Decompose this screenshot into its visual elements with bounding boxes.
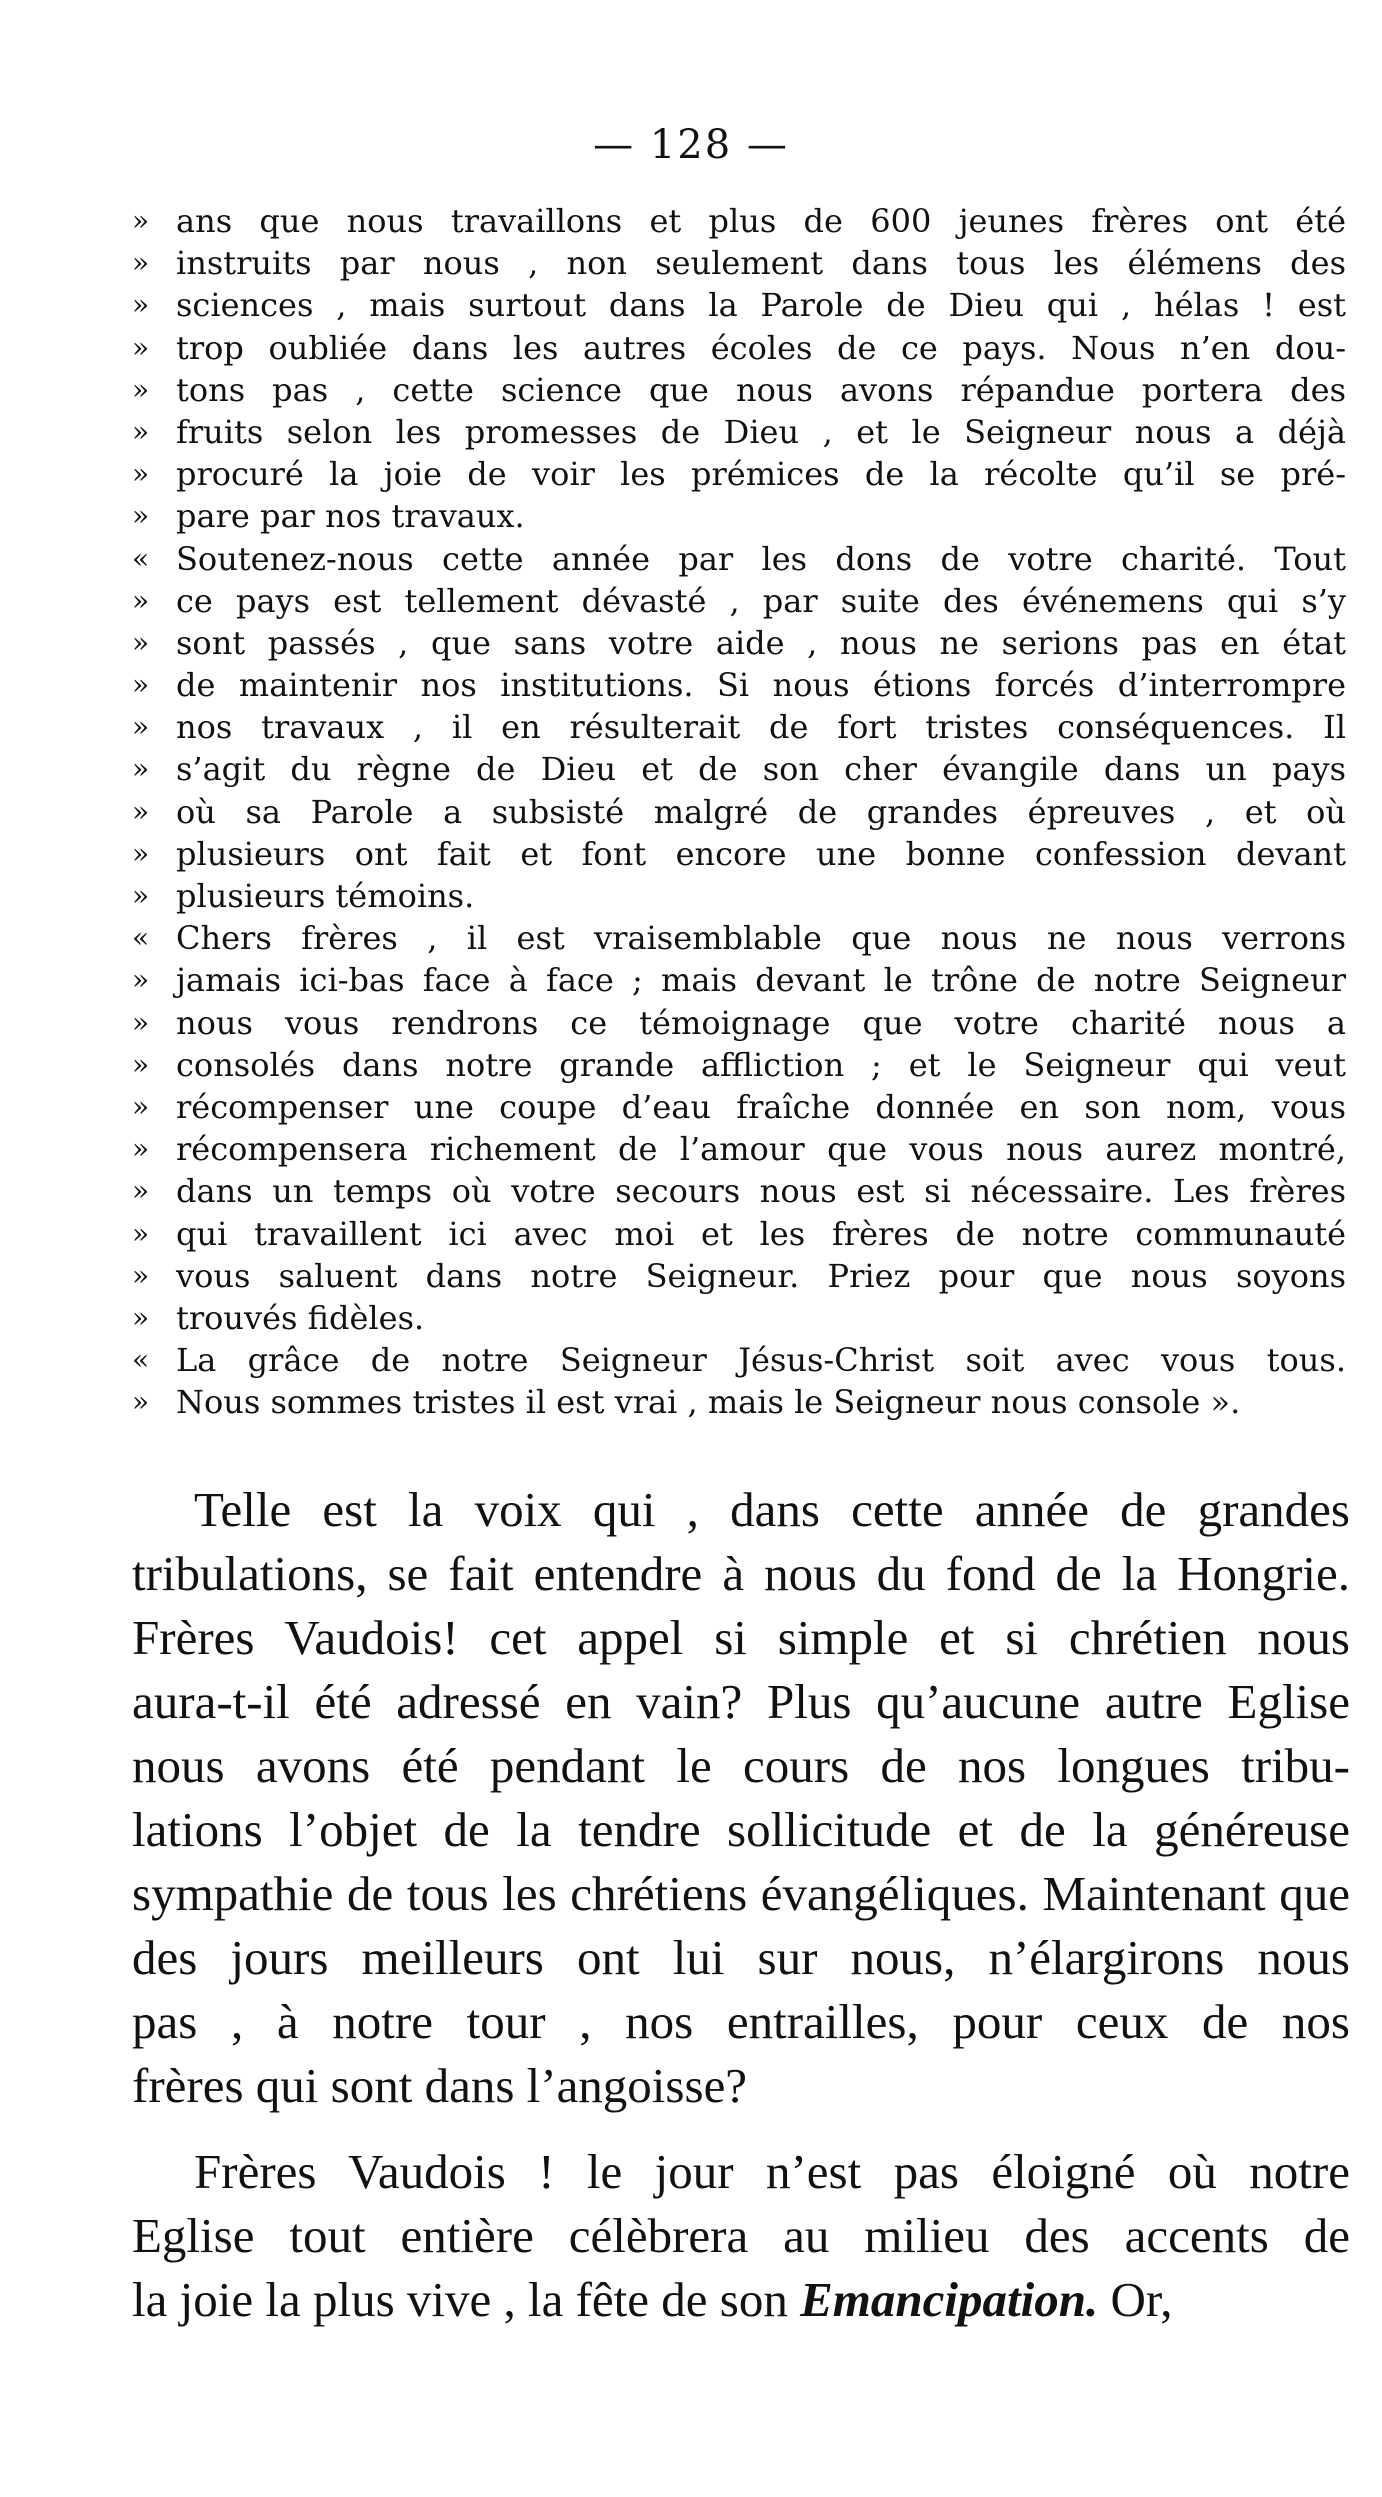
quote-mark: » [132, 625, 150, 659]
quote-mark: » [132, 330, 150, 364]
text-line: frères qui sont dans l’angoisse? [132, 2058, 748, 2113]
quote-text: qui travaillent ici avec moi et les frères de notre communauté [176, 1214, 1346, 1253]
quote-text: ce pays est tellement dévasté , par suite des événemens qui s’y [176, 581, 1346, 620]
quote-mark: » [132, 1216, 150, 1250]
quote-line [132, 664, 1350, 706]
text-line: Eglise tout entière célèbrera au milieu des accents de [132, 2208, 1350, 2263]
text-line: aura-t-il été adressé en vain? Plus qu’aucune autre Eglise [132, 1674, 1350, 1729]
quote-mark: » [132, 879, 150, 912]
quote-text: procuré la joie de voir les prémices de la récolte qu’il se pré- [176, 455, 1346, 494]
quote-line [132, 495, 1350, 537]
quote-text: tons pas , cette science que nous avons répandue portera des [176, 370, 1346, 409]
text-line: Frères Vaudois! cet appel si simple et si chrétien nous [132, 1610, 1350, 1665]
quote-mark: « [132, 541, 150, 575]
quote-text: pare par nos travaux. [176, 497, 525, 536]
quote-mark: » [132, 1089, 150, 1123]
quote-line [132, 917, 1350, 959]
quote-text: nos travaux , il en résulterait de fort tristes conséquences. Il [176, 708, 1346, 747]
quote-mark: » [132, 794, 150, 828]
quote-line [132, 875, 1350, 917]
quote-text: de maintenir nos institutions. Si nous étions forcés d’interrompre [176, 666, 1346, 705]
quote-line [132, 833, 1350, 875]
quote-text: trouvés fidèles. [176, 1298, 425, 1337]
quote-text: ans que nous travaillons et plus de 600 jeunes frères ont été [176, 202, 1346, 240]
quote-mark: » [132, 836, 150, 870]
quote-line [132, 1255, 1350, 1297]
quote-mark: » [132, 1174, 150, 1208]
text-line: lations l’objet de la tendre sollicitude et de la généreuse [132, 1802, 1350, 1857]
quote-line [132, 1297, 1350, 1339]
quote-line [132, 242, 1350, 284]
paragraph-2 [132, 2140, 1350, 2332]
emphasized-word: Emancipation. [800, 2272, 1099, 2327]
quote-mark: « [132, 1343, 150, 1377]
quote-mark: » [132, 288, 150, 322]
quote-line [132, 1086, 1350, 1128]
quote-text: Chers frères , il est vraisemblable que nous ne nous verrons [176, 919, 1346, 958]
text-segment: Or, [1098, 2272, 1173, 2327]
quote-line [132, 1339, 1350, 1381]
quote-mark: » [132, 668, 150, 702]
quote-text: s’agit du règne de Dieu et de son cher évangile dans un pays [176, 750, 1346, 789]
quote-line [132, 791, 1350, 833]
quote-line [132, 1002, 1350, 1044]
quote-text: dans un temps où votre secours nous est si nécessaire. Les frères [176, 1172, 1346, 1211]
quote-line [132, 538, 1350, 580]
quote-mark: » [132, 1258, 150, 1292]
quote-mark: » [132, 414, 150, 448]
text-line: nous avons été pendant le cours de nos longues tribu- [132, 1738, 1350, 1793]
quote-line [132, 369, 1350, 411]
quote-text: plusieurs témoins. [176, 877, 475, 915]
paragraph-1 [132, 1478, 1350, 2118]
text-line: des jours meilleurs ont lui sur nous, n’élargirons nous [132, 1930, 1350, 1985]
quote-line [132, 748, 1350, 790]
quote-line [132, 1213, 1350, 1255]
quote-text: récompenser une coupe d’eau fraîche donnée en son nom, vous [176, 1087, 1346, 1126]
quote-line [132, 411, 1350, 453]
quote-mark: » [132, 499, 150, 533]
text-line [132, 2268, 1350, 2332]
quote-text: instruits par nous , non seulement dans tous les élémens des [176, 244, 1346, 283]
quote-text: consolés dans notre grande affliction ; et le Seigneur qui veut [176, 1045, 1346, 1084]
quote-mark: » [132, 1047, 150, 1081]
quote-mark: » [132, 752, 150, 786]
quote-text: fruits selon les promesses de Dieu , et le Seigneur nous a déjà [176, 412, 1346, 451]
quote-text: trop oubliée dans les autres écoles de ce pays. Nous n’en dou- [176, 328, 1346, 367]
quote-text: La grâce de notre Seigneur Jésus-Christ soit avec vous tous. [176, 1341, 1346, 1380]
quote-line [132, 1128, 1350, 1170]
quote-line [132, 453, 1350, 495]
quote-line [132, 1170, 1350, 1212]
quote-mark: » [132, 372, 150, 406]
quote-text: Soutenez-nous cette année par les dons de votre charité. Tout [176, 539, 1346, 578]
quote-mark: » [132, 963, 150, 997]
text-segment: la joie la plus vive , la fête de son [132, 2272, 801, 2327]
quote-text: plusieurs ont fait et font encore une bonne confession devant [176, 834, 1346, 873]
quote-mark: » [132, 710, 150, 744]
quote-mark: » [132, 204, 150, 237]
text-line: tribulations, se fait entendre à nous du fond de la Hongrie. [132, 1546, 1350, 1601]
quote-mark: » [132, 1132, 150, 1166]
quote-line [132, 622, 1350, 664]
text-line: Telle est la voix qui , dans cette année de grandes [194, 1482, 1350, 1537]
quote-text: récompensera richement de l’amour que vous nous aurez montré, [176, 1130, 1346, 1169]
quote-text: sont passés , que sans votre aide , nous ne serions pas en état [176, 623, 1346, 662]
quote-text: nous vous rendrons ce témoignage que votre charité nous a [176, 1003, 1346, 1042]
text-line: Frères Vaudois ! le jour n’est pas éloigné où notre [194, 2144, 1350, 2199]
quote-line [132, 200, 1350, 242]
body-text [132, 1478, 1350, 2332]
page-number: — 128 — [593, 122, 789, 168]
quote-line [132, 1044, 1350, 1086]
quote-line [132, 959, 1350, 1001]
quote-text: jamais ici-bas face à face ; mais devant le trône de notre Seigneur [176, 961, 1346, 1000]
quote-text: où sa Parole a subsisté malgré de grandes épreuves , et où [176, 792, 1346, 831]
quote-text: Nous sommes tristes il est vrai , mais le Seigneur nous console ». [176, 1383, 1241, 1422]
quote-mark: » [132, 457, 150, 491]
quoted-letter [132, 200, 1350, 1423]
quote-mark: » [132, 583, 150, 617]
quote-line [132, 580, 1350, 622]
quote-mark: « [132, 921, 150, 955]
quote-line [132, 327, 1350, 369]
quote-mark: » [132, 246, 150, 280]
quote-text: vous saluent dans notre Seigneur. Priez pour que nous soyons [176, 1256, 1346, 1295]
quote-line [132, 1381, 1350, 1423]
quote-mark: » [132, 1005, 150, 1039]
quote-mark: » [132, 1385, 150, 1419]
text-line: sympathie de tous les chrétiens évangéliques. Maintenant que [132, 1866, 1350, 1921]
quote-line [132, 284, 1350, 326]
quote-mark: » [132, 1300, 150, 1334]
quote-text: sciences , mais surtout dans la Parole de Dieu qui , hélas ! est [176, 286, 1346, 325]
text-line: pas , à notre tour , nos entrailles, pour ceux de nos [132, 1994, 1350, 2049]
quote-line [132, 706, 1350, 748]
